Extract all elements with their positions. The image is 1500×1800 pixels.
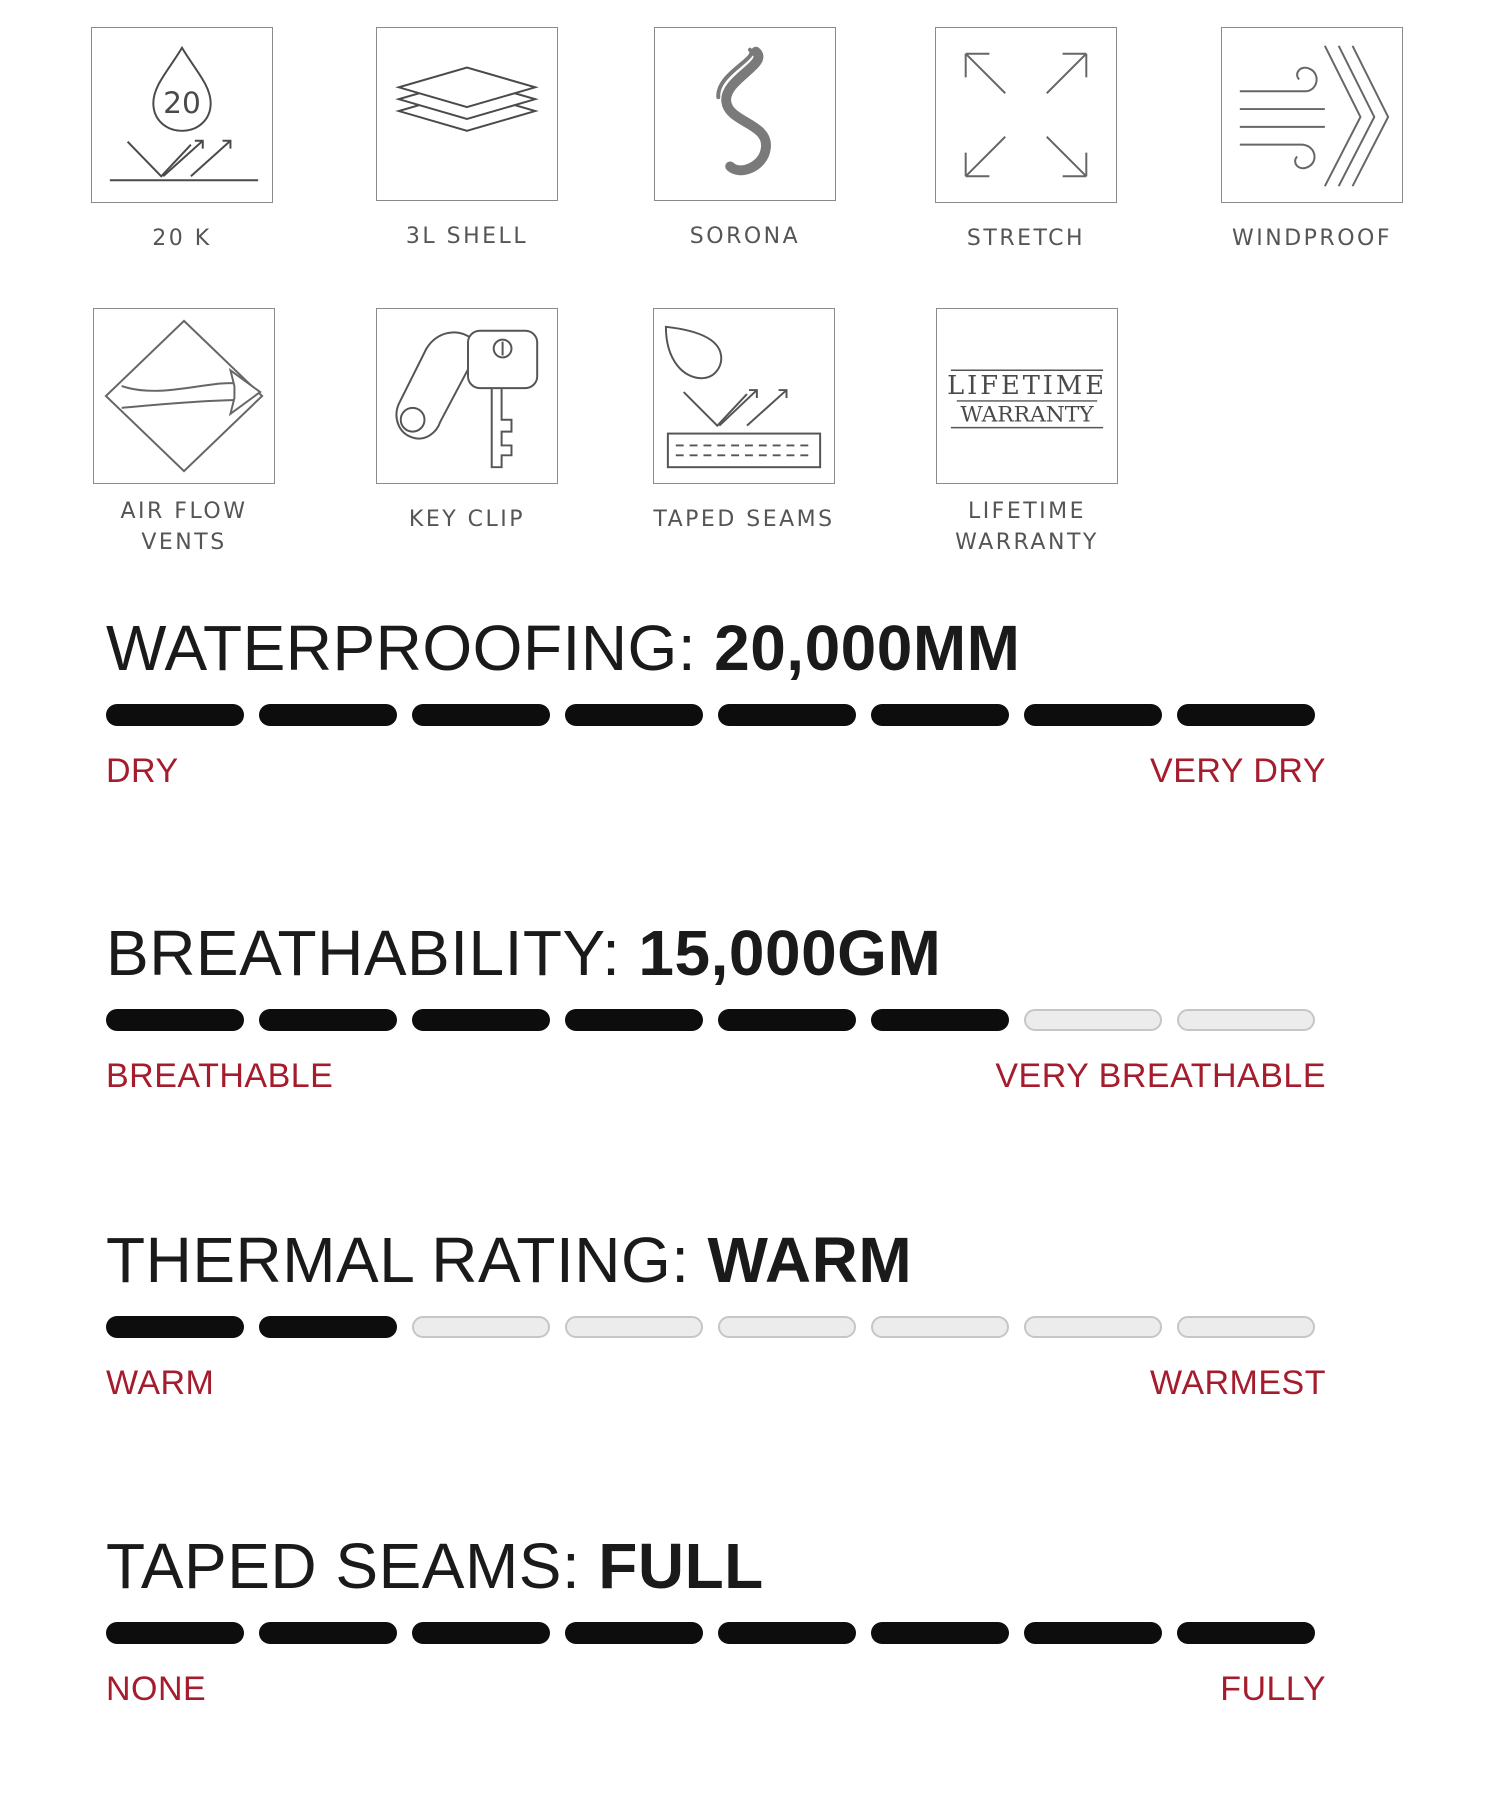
rating-segment-empty (1024, 1316, 1162, 1338)
feature-3l-shell (347, 27, 587, 252)
svg-text:20: 20 (163, 85, 201, 121)
rating-title (106, 1530, 1326, 1602)
rating-scale-high: WARMEST (1149, 1364, 1326, 1402)
rating-scale-low: DRY (106, 752, 179, 790)
rating-segment-filled (871, 1009, 1009, 1031)
rating-segment-filled (1024, 704, 1162, 726)
rating-segment-filled (565, 1009, 703, 1031)
feature-windproof (1192, 27, 1432, 254)
rating-segment-empty (412, 1316, 550, 1338)
rating-segment-filled (1177, 1622, 1315, 1644)
key-icon (376, 308, 558, 484)
feature-sorona (625, 27, 865, 252)
feature-label: 3L SHELL (405, 224, 529, 249)
rating-segment-filled (412, 1009, 550, 1031)
sorona-s-icon (654, 27, 836, 201)
feature-stretch (906, 27, 1146, 254)
rating-scale-high: FULLY (1220, 1670, 1326, 1708)
feature-air-flow-vents (64, 308, 304, 558)
layers-icon (376, 27, 558, 201)
rating-segment-empty (871, 1316, 1009, 1338)
rating-segment-filled (106, 1009, 244, 1031)
air-flow-icon (93, 308, 275, 484)
rating-segment-empty (565, 1316, 703, 1338)
rating-segment-filled (718, 1622, 856, 1644)
feature-taped-seams (624, 308, 864, 535)
rating-segment-filled (1177, 704, 1315, 726)
rating-segment-empty (1177, 1316, 1315, 1338)
rating-segment-empty (1177, 1009, 1315, 1031)
rating-segment-filled (565, 704, 703, 726)
rating-title-label: THERMAL RATING: (106, 1224, 690, 1296)
feature-label: STRETCH (966, 226, 1086, 251)
rating-title-value: 15,000GM (638, 917, 942, 989)
feature-lifetime-warranty (907, 308, 1147, 558)
rating-segment-empty (1024, 1009, 1162, 1031)
rating-bar (106, 1009, 1326, 1031)
rating-segment-filled (412, 704, 550, 726)
rating-scale (106, 1057, 1326, 1096)
rating-segment-filled (1024, 1622, 1162, 1644)
stretch-arrows-icon (935, 27, 1117, 203)
rating-title-label: WATERPROOFING: (106, 612, 697, 684)
rating-segment-filled (106, 1316, 244, 1338)
water-drop-icon (91, 27, 273, 203)
feature-label: TAPED SEAMS (653, 507, 835, 532)
rating-segment-filled (259, 1622, 397, 1644)
rating-scale (106, 1364, 1326, 1403)
rating-segment-filled (871, 704, 1009, 726)
rating-segment-filled (412, 1622, 550, 1644)
rating-title-value: WARM (707, 1224, 913, 1296)
rating-title-value: 20,000MM (714, 612, 1021, 684)
rating-title-label: BREATHABILITY: (106, 917, 621, 989)
rating-taped-seams (106, 1530, 1326, 1709)
rating-title (106, 917, 1326, 989)
rating-scale (106, 1670, 1326, 1709)
rating-segment-filled (106, 704, 244, 726)
wind-icon (1221, 27, 1403, 203)
rating-bar (106, 1622, 1326, 1644)
rating-title (106, 1224, 1326, 1296)
feature-label: LIFETIME WARRANTY (955, 499, 1099, 555)
rating-segment-filled (718, 1009, 856, 1031)
feature-label: KEY CLIP (408, 507, 526, 532)
taped-seams-icon (653, 308, 835, 484)
feature-label: SORONA (689, 224, 801, 249)
feature-label: WINDPROOF (1232, 226, 1392, 251)
rating-breathability (106, 917, 1326, 1096)
rating-segment-empty (718, 1316, 856, 1338)
warranty-icon (936, 308, 1118, 484)
rating-scale-low: WARM (106, 1364, 215, 1402)
rating-thermal (106, 1224, 1326, 1403)
rating-segment-filled (259, 704, 397, 726)
rating-waterproofing (106, 612, 1326, 791)
rating-scale-high: VERY BREATHABLE (995, 1057, 1326, 1095)
rating-segment-filled (259, 1009, 397, 1031)
rating-title-label: TAPED SEAMS: (106, 1530, 581, 1602)
rating-scale-low: BREATHABLE (106, 1057, 334, 1095)
svg-text:WARRANTY: WARRANTY (960, 402, 1094, 428)
rating-scale (106, 752, 1326, 791)
rating-segment-filled (565, 1622, 703, 1644)
rating-scale-high: VERY DRY (1150, 752, 1326, 790)
rating-title-value: FULL (598, 1530, 764, 1602)
rating-segment-filled (259, 1316, 397, 1338)
rating-bar (106, 704, 1326, 726)
rating-segment-filled (106, 1622, 244, 1644)
rating-scale-low: NONE (106, 1670, 207, 1708)
rating-bar (106, 1316, 1326, 1338)
feature-label: 20 K (152, 226, 212, 251)
feature-label: AIR FLOW VENTS (120, 499, 248, 555)
feature-key-clip (347, 308, 587, 535)
rating-segment-filled (871, 1622, 1009, 1644)
svg-text:LIFETIME: LIFETIME (947, 371, 1107, 402)
rating-segment-filled (718, 704, 856, 726)
rating-title (106, 612, 1326, 684)
feature-20k (62, 27, 302, 254)
